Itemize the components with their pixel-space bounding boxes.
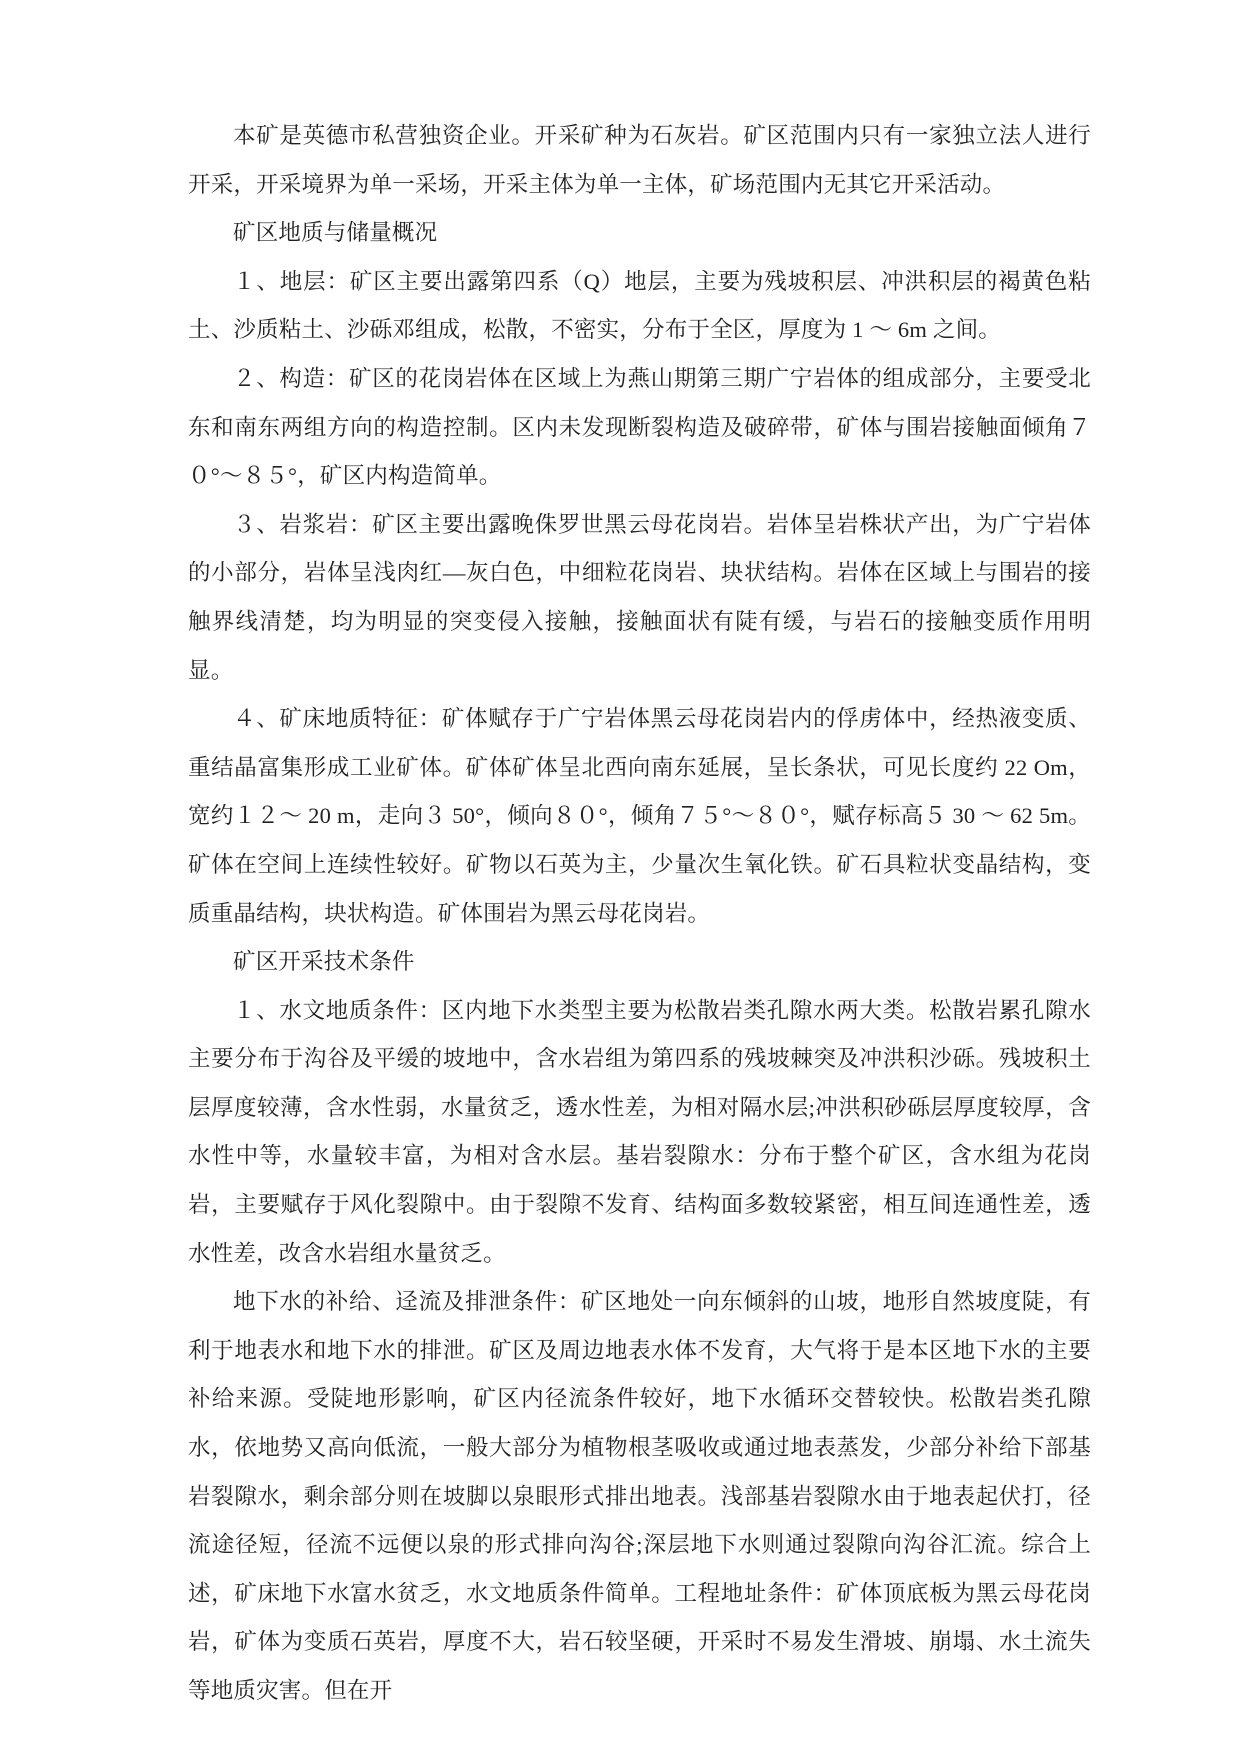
paragraph-groundwater-drainage: 地下水的补给、迳流及排泄条件：矿区地处一向东倾斜的山坡，地形自然坡度陡，有利于地表水和地下水的排泄。矿区及周边地表水体不发育，大气将于是本区地下水的主要补给来源。受陡地形影响，矿区内径流条件较好，地下水循环交替较快。松散岩类孔隙水，依地势又高向低流，一般大部分为植物根茎吸收或通过地表蒸发，少部分补给下部基岩裂隙水，剩余部分则在坡脚以泉眼形式排出地表。浅部基岩裂隙水由于地表起伏打，径流途径短，径流不远便以泉的形式排向沟谷;深层地下水则通过裂隙向沟谷汇流。综合上述，矿床地下水富水贫乏，水文地质条件简单。工程地址条件：矿体顶底板为黑云母花岗岩，矿体为变质石英岩，厚度不大，岩石较坚硬，开采时不易发生滑坡、崩塌、水土流失等地质灾害。但在开 xyxy=(188,1289,1091,1703)
paragraph-strata: １、地层：矿区主要出露第四系（Q）地层，主要为残坡积层、冲洪积层的褐黄色粘土、沙质粘土、沙砾邓组成，松散，不密实，分布于全区，厚度为 1 ～ 6m 之间。 xyxy=(188,268,1091,343)
paragraph-orebody-features: ４、矿床地质特征：矿体赋存于广宁岩体黑云母花岗岩内的俘虏体中，经热液变质、重结晶富集形成工业矿体。矿体矿体呈北西向南东延展，呈长条状，可见长度约 22 Om，宽约１２～ 20 m，走向３ 50°，倾向８０°，倾角７５°～８０°，赋存标高５ 30 ～ 62 5m。矿体在空间上连续性较好。矿物以石英为主，少量次生氧化铁。矿石具粒状变晶结构，变质重晶结构，块状构造。矿体围岩为黑云母花岗岩。 xyxy=(188,706,1091,926)
section-heading-geology-reserves: 矿区地质与储量概况 xyxy=(233,220,438,246)
paragraph-magmatic-rock: ３、岩浆岩：矿区主要出露晚侏罗世黑云母花岗岩。岩体呈岩株状产出，为广宁岩体的小部分，岩体呈浅肉红—灰白色，中细粒花岗岩、块状结构。岩体在区域上与围岩的接触界线清楚，均为明显的突变侵入接触，接触面状有陡有缓，与岩石的接触变质作用明显。 xyxy=(188,511,1091,683)
paragraph-intro: 本矿是英德市私营独资企业。开采矿种为石灰岩。矿区范围内只有一家独立法人进行开采，开采境界为单一采场，开采主体为单一主体，矿场范围内无其它开采活动。 xyxy=(188,123,1091,197)
paragraph-structure: ２、构造：矿区的花岗岩体在区域上为燕山期第三期广宁岩体的组成部分，主要受北东和南东两组方向的构造控制。区内未发现断裂构造及破碎带，矿体与围岩接触面倾角７０°～８５°，矿区内构造简单。 xyxy=(188,365,1091,489)
section-heading-mining-conditions: 矿区开采技术条件 xyxy=(233,949,415,975)
document-body xyxy=(188,112,1091,1716)
paragraph-hydrogeology: １、水文地质条件：区内地下水类型主要为松散岩类孔隙水两大类。松散岩累孔隙水主要分布于沟谷及平缓的坡地中，含水岩组为第四系的残坡棘突及冲洪积沙砾。残坡积土层厚度较薄，含水性弱，水量贫乏，透水性差，为相对隔水层;冲洪积砂砾层厚度较厚，含水性中等，水量较丰富，为相对含水层。基岩裂隙水：分布于整个矿区，含水组为花岗岩，主要赋存于风化裂隙中。由于裂隙不发育、结构面多数较紧密，相互间连通性差，透水性差，改含水岩组水量贫乏。 xyxy=(188,997,1091,1266)
